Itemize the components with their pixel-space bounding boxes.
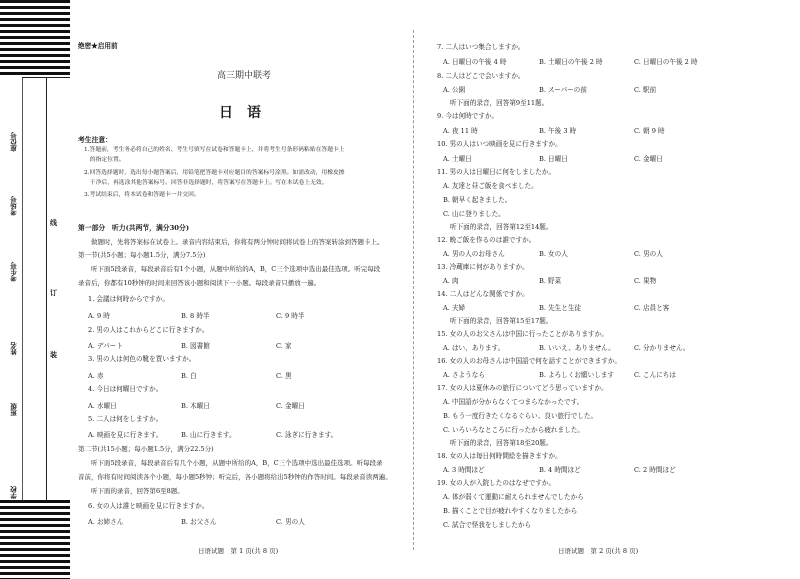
page-footer-right: 日语试题 第 2 页(共 8 页)	[558, 547, 639, 555]
question-19: 19. 女の人が入院したのはなぜですか。	[437, 479, 556, 487]
question-6: 6. 女の人は誰と映画を見に行きますか。	[88, 502, 209, 510]
option: B. 朝早く起きました。	[443, 196, 512, 204]
option: A. 9 時	[88, 312, 110, 320]
part1-intro: 做题时，先将答案标在试卷上。录音内容结束后，你将有两分钟时间将试卷上的答案转涂到答题卡上。	[78, 238, 384, 246]
option: B. 野菜	[539, 277, 562, 285]
option: A. 男の人のお母さん	[443, 250, 505, 258]
option: C. 金曜日	[276, 402, 305, 410]
binding-stripes-top	[0, 0, 70, 78]
option: A. 映画を見に行きます。	[88, 431, 163, 439]
seat-number-label: 座位号	[10, 132, 18, 152]
notice-item: 的指定位置。	[84, 157, 125, 163]
notice-item: 1.答题前，考生务必将自己的姓名、考生号填写在试卷和答题卡上，并将考生号条形码粘贴在答题卡上	[84, 147, 345, 153]
option: A. 3 時間ほど	[443, 466, 485, 474]
option: B. 白	[181, 372, 197, 380]
part1-title: 第一部分 听力(共两节，满分30分)	[78, 224, 190, 232]
option: A. 肉	[443, 277, 459, 285]
option: C. 泳ぎに行きます。	[276, 431, 338, 439]
section1-intro: 录音后，你都有10秒钟的时间来回答该小题和阅读下一小题。每段录音只播放一遍。	[78, 279, 321, 287]
option: A. 友達と昼ご飯を食べました。	[443, 182, 538, 190]
option: A. 体が弱くて運動に耐えられませんでしたから	[443, 493, 584, 501]
option: A. さようなら	[443, 371, 485, 379]
question-7: 7. 二人はいつ集合しますか。	[437, 43, 525, 51]
cut-mark-bind: 订	[50, 289, 57, 297]
option: C. こんにちは	[634, 371, 676, 379]
option: A. 中国語が分からなくてつまらなかったです。	[443, 398, 584, 406]
room-number-label: 考场号	[10, 196, 18, 216]
question-17: 17. 女の人は夏休みの旅行についてどう思っていますか。	[437, 384, 608, 392]
option: A. デパート	[88, 342, 123, 350]
subject-title: 日 语	[219, 105, 261, 121]
option: C. 金曜日	[634, 155, 663, 163]
name-label: 姓名	[10, 342, 18, 355]
question-13: 13. 冷蔵庫に何がありますか。	[437, 263, 529, 271]
option: B. もう一度行きたくなるぐらい、良い旅行でした。	[443, 412, 598, 420]
notice-title: 考生注意：	[78, 136, 112, 144]
option: C. 2 時間ほど	[634, 466, 676, 474]
option: B. 土曜日の午後 2 時	[539, 58, 603, 66]
option: C. 駅前	[634, 86, 657, 94]
option: C. 店員と客	[634, 304, 670, 312]
option: B. 日曜日	[539, 155, 568, 163]
option: B. 4 時間ほど	[539, 466, 581, 474]
question-14: 14. 二人はどんな関係ですか。	[437, 290, 529, 298]
option: A. 夜 11 時	[443, 127, 478, 135]
option: C. 分かりません。	[634, 344, 690, 352]
option: C. 黒	[276, 372, 292, 380]
cut-mark-line: 线	[50, 219, 57, 227]
option: B. 山に行きます。	[181, 431, 236, 439]
question-4: 4. 今日は何曜日ですか。	[88, 385, 163, 393]
section-instruction: 听下面的录音，回答第18至20题。	[450, 439, 553, 447]
option: A. 水曜日	[88, 402, 117, 410]
option: A. 公園	[443, 86, 466, 94]
section1-intro: 听下面5段录音，每段录音后有1个小题，从题中所给的A，B，C三个选项中选出最佳选项。听完每段	[78, 265, 381, 273]
question-5: 5. 二人は何をしますか。	[88, 415, 163, 423]
exam-title: 高三期中联考	[216, 71, 271, 81]
option: B. 木曜日	[181, 402, 210, 410]
option: B. 描くことで目が疲れやすくなりましたから	[443, 507, 578, 515]
secret-mark: 绝密★启用前	[78, 42, 118, 50]
option: B. よろしくお願いします	[539, 371, 614, 379]
section2-intro: 听下面5段录音，每段录音后有几个小题，从题中所给的A，B，C三个选项中选出最佳选项。听每段录	[78, 459, 383, 467]
cut-mark-pack: 装	[50, 351, 57, 359]
option: B. 女の人	[539, 250, 568, 258]
option: C. 朝 9 時	[634, 127, 665, 135]
question-16: 16. 女の人のお母さんは中国語で何を話すことができますか。	[437, 357, 622, 365]
school-label: 学校	[10, 486, 18, 499]
notice-item: 2.回答选择题时，选出每小题答案后，用铅笔把答题卡对应题目的答案标号涂黑。如需改动，用橡皮擦	[84, 170, 345, 176]
option: B. いいえ、ありません。	[539, 344, 615, 352]
option: C. 試合で怪我をしましたから	[443, 521, 532, 529]
question-3: 3. 男の人は何色の靴を買いますか。	[88, 355, 196, 363]
option: C. 男の人	[276, 518, 305, 526]
question-12: 12. 晩ご飯を作るのは誰ですか。	[437, 236, 536, 244]
section-instruction: 听下面的录音，回答第9至11题。	[450, 99, 549, 107]
question-15: 15. 女の人のお父さんは中国に行ったことがありますか。	[437, 330, 608, 338]
option: A. 夫婦	[443, 304, 466, 312]
option: C. 山に登りました。	[443, 210, 505, 218]
question-8: 8. 二人はどこで会いますか。	[437, 72, 525, 80]
option: C. 果物	[634, 277, 657, 285]
binding-line	[46, 78, 47, 500]
class-label: 班级	[10, 403, 18, 416]
question-1: 1. 会議は何時からですか。	[88, 295, 169, 303]
question-18: 18. 女の人は毎日何時間絵を描きますか。	[437, 452, 562, 460]
section2-intro: 音前，你将有时间阅读各个小题，每小题5秒钟；听完后，各小题将给出5秒钟的作答时间。每段录音读两遍。	[78, 473, 392, 481]
option: A. はい、あります。	[443, 344, 505, 352]
page-footer-left: 日语试题 第 1 页(共 8 页)	[198, 547, 279, 555]
option: B. お父さん	[181, 518, 217, 526]
binding-stripes-bottom	[0, 500, 70, 579]
option: A. 赤	[88, 372, 104, 380]
option: B. 図書館	[181, 342, 210, 350]
question-11: 11. 男の人は日曜日に何をしましたか。	[437, 168, 556, 176]
section-instruction: 听下面的录音，回答第15至17题。	[450, 317, 553, 325]
option: A. お姉さん	[88, 518, 124, 526]
option: C. 家	[276, 342, 292, 350]
option: A. 日曜日の午後 4 時	[443, 58, 507, 66]
question-2: 2. 男の人はこれからどこに行きますか。	[88, 326, 209, 334]
section-instruction: 听下面的录音，回答第12至14题。	[450, 223, 553, 231]
option: B. 8 時半	[181, 312, 210, 320]
option: C. 男の人	[634, 250, 663, 258]
option: B. 先生と生徒	[539, 304, 582, 312]
option: A. 土曜日	[443, 155, 472, 163]
notice-item: 3.考试结束后，将本试卷和答题卡一并交回。	[84, 192, 200, 198]
option: B. スーパーの前	[539, 86, 587, 94]
option: C. いろいろなところに行ったから疲れました。	[443, 426, 584, 434]
section2-title: 第二节(共15小题；每小题1.5分，满分22.5分)	[78, 445, 214, 453]
question-9: 9. 今は何時ですか。	[437, 112, 499, 120]
option: C. 日曜日の午後 2 時	[634, 58, 698, 66]
binding-line-outer	[22, 78, 23, 500]
student-number-label: 考生号	[10, 262, 18, 282]
notice-item: 干净后，再选涂其他答案标号。回答非选择题时，将答案写在答题卡上。写在本试卷上无效。	[84, 180, 328, 186]
question-10: 10. 男の人はいつ映画を見に行きますか。	[437, 140, 562, 148]
section1-title: 第一节(共5小题；每小题1.5分，满分7.5分)	[78, 251, 206, 259]
option: B. 午後 3 時	[539, 127, 577, 135]
option: C. 9 時半	[276, 312, 305, 320]
section2-instruction: 听下面的录音，回答第6至8题。	[78, 487, 184, 495]
